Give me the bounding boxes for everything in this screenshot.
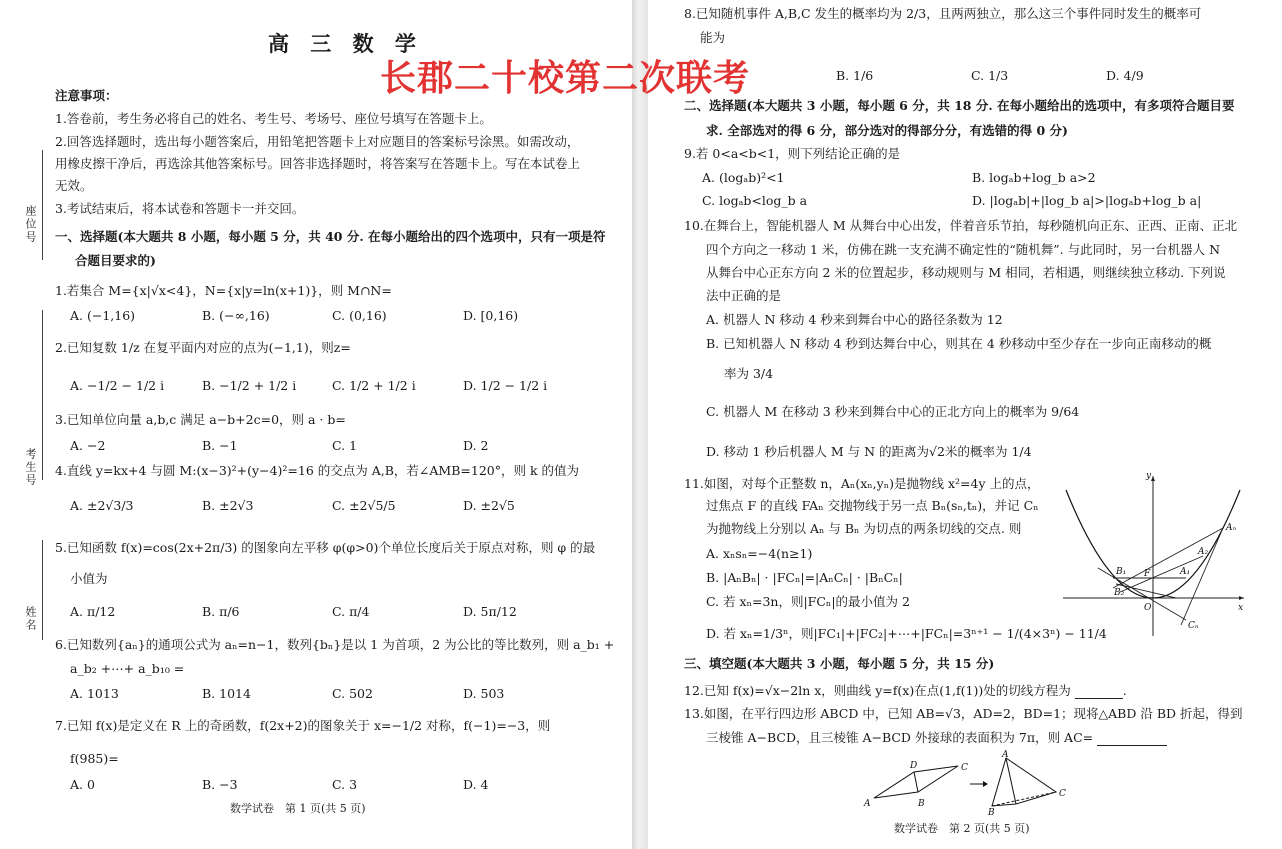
notice-line: 3.考试结束后，将本试卷和答题卡一并交回。 [55,201,305,216]
label-b-3d: B [988,808,995,816]
focus-label: F [1144,569,1151,579]
option-b: B. ±2√3 [202,498,254,513]
page-footer: 数学试卷 第 1 页(共 5 页) [230,802,366,815]
label-a: A [864,799,871,809]
exam-page-2 [648,0,1282,849]
option-a: A. 0 [70,777,95,792]
option-d: D. [0,16) [463,308,519,323]
question-stem: 8.已知随机事件 A,B,C 发生的概率均为 2/3，且两两独立，那么这三个事件同时发生的概率可 [684,6,1202,21]
point-an-label: Aₙ [1226,523,1237,533]
question-stem: 1.若集合 M={x|√x<4}，N={x|y=ln(x+1)}，则 M∩N= [55,283,392,298]
question-stem: 9.若 0<a<b<1，则下列结论正确的是 [684,146,901,161]
option-d: D. 移动 1 秒后机器人 M 与 N 的距离为√2米的概率为 1/4 [706,444,1032,459]
section-heading: 三、填空题(本大题共 3 小题，每小题 5 分，共 15 分) [684,656,995,671]
x-axis-label: x [1238,603,1244,613]
option-d: D. 1/2 − 1/2 i [463,378,548,393]
option-b: B. π/6 [202,604,240,619]
option-d: D. 4/9 [1106,68,1144,83]
question-stem: 2.已知复数 1/z 在复平面内对应的点为(−1,1)，则z= [55,340,351,355]
question-stem: 5.已知函数 f(x)=cos(2x+2π/3) 的图象向左平移 φ(φ>0)个单位长度后关于原点对称，则 φ 的最 [55,540,596,555]
question-stem-cont: 四个方向之一移动 1 米，仿佛在跳一支充满不确定性的“随机舞”. 与此同时，另一台机器人 N [706,242,1221,257]
page-title: 高 三 数 学 [268,32,423,56]
point-a1-label: A₁ [1180,567,1191,577]
label-b: B [918,799,925,809]
name-label: 姓名 [24,606,37,632]
option-d: D. |logₐb|+|log_b a|>|logₐb+log_b a| [972,193,1202,208]
question-stem: 4.直线 y=kx+4 与圆 M:(x−3)²+(y−4)²=16 的交点为 A,B，若∠AMB=120°，则 k 的值为 [55,463,580,478]
exam-number-label: 考生号 [24,448,37,487]
option-d: D. 5π/12 [463,604,517,619]
question-stem: 3.已知单位向量 a,b,c 满足 a−b+2c=0，则 a · b= [55,412,346,427]
option-c: C. 机器人 M 在移动 3 秒来到舞台中心的正北方向上的概率为 9/64 [706,404,1080,419]
label-c-3d: C [1059,789,1066,799]
option-c: C. (0,16) [332,308,387,323]
notice-title: 注意事项： [55,88,118,103]
watermark: 长郡二十校第二次联考 [380,58,751,99]
option-d: D. 若 xₙ=1/3ⁿ，则|FC₁|+|FC₂|+⋯+|FCₙ|=3ⁿ⁺¹ − 1/(4×3ⁿ) − 11/4 [706,626,1107,641]
section-heading: 一、选择题(本大题共 8 小题，每小题 5 分，共 40 分. 在每小题给出的四个选项中，只有一项是符 [55,229,606,244]
label-a-3d: A [1002,750,1009,760]
notice-line: 1.答卷前，考生务必将自己的姓名、考生号、考场号、座位号填写在答题卡上。 [55,111,492,126]
option-c: C. 3 [332,777,358,792]
option-d: D. 4 [463,777,489,792]
option-b: B. 1014 [202,686,251,701]
option-a: A. (logₐb)²<1 [702,170,785,185]
notice-line: 用橡皮擦干净后，再选涂其他答案标号。回答非选择题时，将答案写在答题卡上。写在本试卷上 [55,156,581,171]
option-b: B. −1 [202,438,238,453]
point-a2-label: A₂ [1198,547,1209,557]
q13-text: 三棱锥 A−BCD，且三棱锥 A−BCD 外接球的表面积为 7π，则 AC= [706,730,1094,745]
seat-number-line [42,150,43,260]
section-heading-cont: 合题目要求的) [75,253,156,268]
point-cn-label: Cₙ [1188,621,1199,631]
q12-text: 12.已知 f(x)=√x−2ln x，则曲线 y=f(x)在点(1,f(1))处的切线方程为 [684,683,1071,698]
option-c: C. 1/3 [971,68,1009,83]
question-stem-cont: 从舞台中心正东方向 2 米的位置起步，移动规则与 M 相同，若相遇，则继续独立移动. 下列说 [706,265,1226,280]
option-a: A. ±2√3/3 [70,498,134,513]
option-b: B. 已知机器人 N 移动 4 秒到达舞台中心，则其在 4 秒移动中至少存在一步向正南移动的概 [706,336,1212,351]
option-b: B. −1/2 + 1/2 i [202,378,297,393]
option-a: A. 机器人 N 移动 4 秒来到舞台中心的路径条数为 12 [706,312,1003,327]
option-a: A. xₙsₙ=−4(n≥1) [706,546,813,561]
option-b: B. −3 [202,777,238,792]
question-stem: 11.如图，对每个正整数 n，Aₙ(xₙ,yₙ)是抛物线 x²=4y 上的点， [684,476,1040,491]
seat-number-label: 座位号 [24,205,37,244]
question-stem: 6.已知数列{aₙ}的通项公式为 aₙ=n−1，数列{bₙ}是以 1 为首项，2 为公比的等比数列，则 a_b₁ + [55,637,615,652]
option-b-cont: 率为 3/4 [724,366,774,381]
question-stem: 13.如图，在平行四边形 ABCD 中，已知 AB=√3，AD=2，BD=1；现将△ABD 沿 BD 折起，得到 [684,706,1243,721]
option-c: C. 若 xₙ=3n，则|FCₙ|的最小值为 2 [706,594,910,609]
option-c: C. 502 [332,686,373,701]
origin-label: O [1144,603,1152,613]
option-b: B. logₐb+log_b a>2 [972,170,1096,185]
tangent-line [1098,568,1186,620]
option-b: B. 1/6 [836,68,874,83]
option-c: C. ±2√5/5 [332,498,396,513]
question-stem: 10.在舞台上，智能机器人 M 从舞台中心出发，伴着音乐节拍，每秒随机向正东、正西、正南、正北 [684,218,1238,233]
parabola-diagram [1058,470,1248,640]
question-stem: 12.已知 f(x)=√x−2ln x，则曲线 y=f(x)在点(1,f(1))处的切线方程为 . [684,683,1127,698]
option-a: A. −1/2 − 1/2 i [70,378,165,393]
tetrahedron-diagram [860,750,1080,816]
fold-arrow-head [983,781,988,787]
option-a: A. 1013 [70,686,119,701]
exam-page-1 [0,0,632,849]
page-gutter [632,0,648,849]
notice-line: 无效。 [55,178,93,193]
tetra-hidden-edge [992,792,1056,806]
option-c: C. π/4 [332,604,370,619]
tetra-edge [1006,758,1016,804]
option-c: C. 1/2 + 1/2 i [332,378,416,393]
question-stem-cont: 小值为 [70,571,108,586]
point-b2-label: B₂ [1114,588,1125,598]
section-heading-cont: 求. 全部选对的得 6 分，部分选对的得部分分，有选错的得 0 分) [706,123,1068,138]
x-axis-arrow [1239,596,1244,600]
diagonal-bd [914,772,918,792]
question-stem-cont: 法中正确的是 [706,288,782,303]
question-stem-cont: 能为 [700,30,726,45]
option-c: C. 1 [332,438,358,453]
option-a: A. −2 [70,438,106,453]
y-axis-label: y [1146,471,1152,481]
question-stem-cont [706,730,1167,746]
option-d: D. 2 [463,438,489,453]
question-stem-cont: 过焦点 F 的直线 FAₙ 交抛物线于另一点 Bₙ(sₙ,tₙ)，并记 Cₙ [706,498,1039,513]
point-b1-label: B₁ [1116,567,1127,577]
y-axis-arrow [1151,476,1155,481]
page-footer: 数学试卷 第 2 页(共 5 页) [894,822,1030,835]
option-a: A. (−1,16) [70,308,136,323]
option-b: B. |AₙBₙ| · |FCₙ|=|AₙCₙ| · |BₙCₙ| [706,570,903,585]
label-d: D [910,761,918,771]
exam-number-line [42,310,43,480]
option-a: A. π/12 [70,604,116,619]
label-c: C [961,763,968,773]
section-heading: 二、选择题(本大题共 3 小题，每小题 6 分，共 18 分. 在每小题给出的选项中，有多项符合题目要 [684,98,1235,113]
question-stem: 7.已知 f(x)是定义在 R 上的奇函数，f(2x+2)的图象关于 x=−1/2 对称，f(−1)=−3，则 [55,718,551,733]
option-c: C. logₐb<log_b a [702,193,808,208]
answer-blank[interactable] [1097,733,1167,746]
question-stem-cont: a_b₂ +⋯+ a_b₁₀ = [70,661,185,676]
question-stem-cont: f(985)= [70,751,119,766]
option-d: D. ±2√5 [463,498,515,513]
answer-blank[interactable] [1075,686,1123,699]
question-stem-cont: 为抛物线上分别以 Aₙ 与 Bₙ 为切点的两条切线的交点. 则 [706,521,1022,536]
name-line [42,540,43,640]
option-b: B. (−∞,16) [202,308,270,323]
notice-line: 2.回答选择题时，选出每小题答案后，用铅笔把答题卡上对应题目的答案标号涂黑。如需改动， [55,134,580,149]
option-d: D. 503 [463,686,505,701]
